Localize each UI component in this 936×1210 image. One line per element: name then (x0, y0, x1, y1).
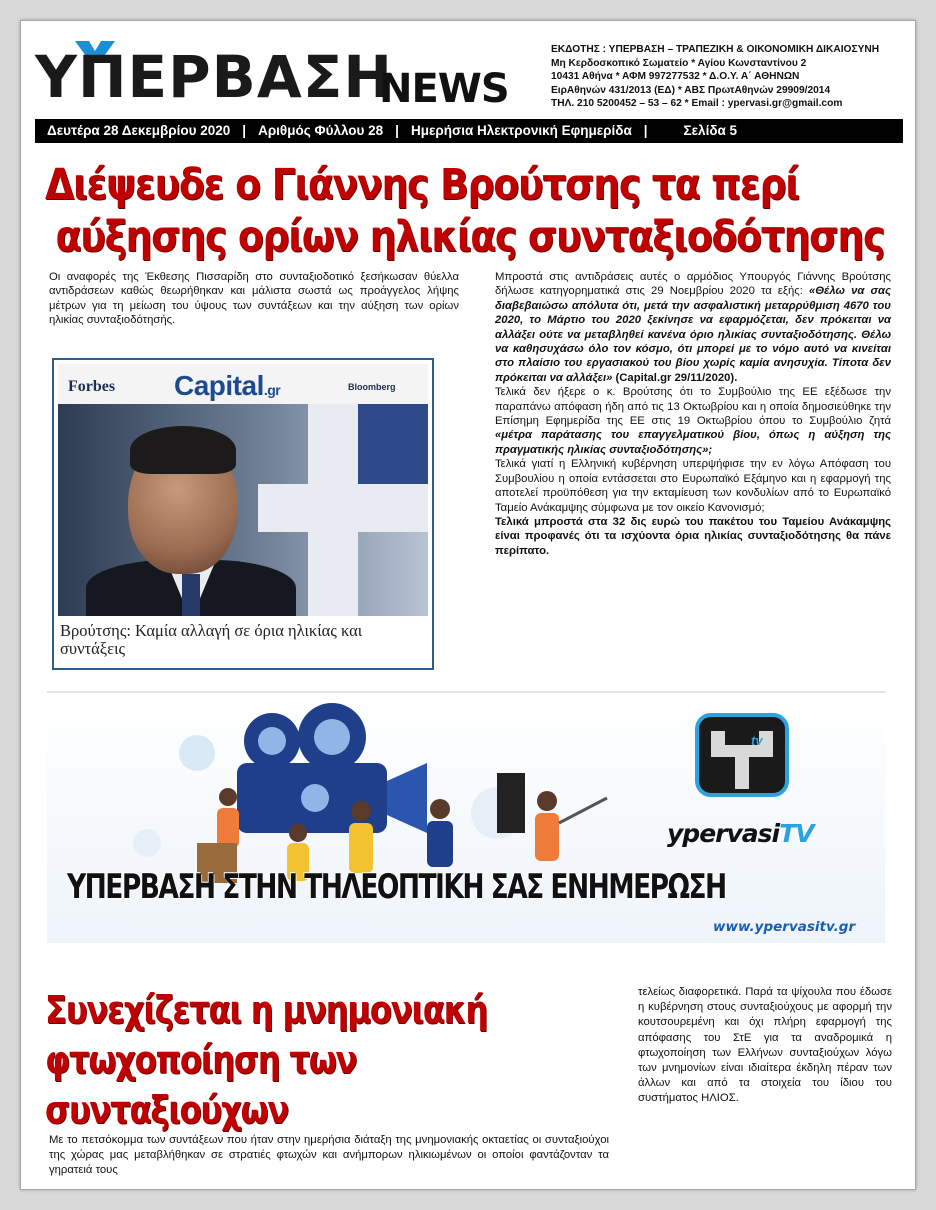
article1-headline (45, 159, 885, 263)
newspaper-page (20, 20, 916, 1190)
bloomberg-logo: Bloomberg (348, 382, 396, 392)
publisher-line: ΕΚΔΟΤΗΣ : ΥΠΕΡΒΑΣΗ – ΤΡΑΠΕΖΙΚΗ & ΟΙΚΟΝΟΜΙΚΗ ΔΙΚΑΙΟΣΥΝΗ (551, 44, 880, 55)
forbes-logo: Forbes (68, 378, 116, 395)
article1-intro: Οι αναφορές της Έκθεσης Πισσαρίδη στο συνταξιοδοτικό ξεσήκωσαν θύελλα αντιδράσεων καθώς θεωρήθηκαν και μάλιστα σωστά ως προάγγελος λήψης μέτρων για τη μείωση του ύψους των συντάξεων και την αύξηση των ορίων ηλικίας συνταξιοδότησής. (49, 271, 459, 327)
article1-paragraph: Τελικά μπροστά στα 32 δις ευρώ του πακέτου του Ταμείου Ανάκαμψης είναι προφανές ότι τα ισχύοντα όρια ηλικίας συνταξιοδότησης θα πάνε περίπατο. (495, 515, 891, 557)
issue-number: Αριθμός Φύλλου 28 (258, 123, 384, 138)
photo-backdrop-logos (58, 364, 428, 404)
publisher-line: Μη Κερδοσκοπικό Σωματείο * Αγίου Κωνσταντίνου 2 (551, 57, 807, 69)
article1-photo (58, 364, 428, 616)
headline-line: Συνεχίζεται η μνημονιακή (45, 988, 488, 1032)
logo-title: ΥΠΕΡΒΑΣΗ (35, 43, 393, 111)
issue-date: Δευτέρα 28 Δεκεμβρίου 2020 (47, 123, 231, 138)
publisher-info (551, 43, 901, 111)
article2-left-column: Με το πετσόκομμα των συντάξεων που ήταν στην ημερήσια διάταξη της μνημονιακής οκταετίας οι συνταξιούχοι της χώρας μας μεταβλήθηκαν σε στρατιές φτωχών και ανήμπορων ηλικιωμένων οι οποίοι φαντάζονταν τα γηρατειά τους (49, 1134, 609, 1176)
article1-paragraph: Τελικά δεν ήξερε ο κ. Βρούτσης ότι το Συμβούλιο της ΕΕ εξέδωσε την παραπάνω απόφαση ήδη από τις 13 Οκτωβρίου και η οποία δημοσιεύθηκε την Επίσημη Εφημερίδα της ΕΕ στις 19 Οκτωβρίου όπου το Συμβούλιο ζητά «μέτρα παράτασης του επαγγελματικού βίου, όπως η αύξηση της πραγματικής ηλικίας συνταξιοδότησης»; (495, 386, 891, 456)
ypervasi-tv-logo (695, 713, 789, 797)
article2-headline (45, 985, 487, 1135)
issue-info-bar (35, 119, 903, 143)
publisher-line: ΕιρΑθηνών 431/2013 (ΕΔ) * ΑΒΣ ΠρωτΑθηνών 29909/2014 (551, 84, 831, 96)
capital-logo: Capital.gr (174, 370, 281, 401)
logo-news: NEWS (379, 66, 509, 112)
article1-paragraph: Μπροστά στις αντιδράσεις αυτές ο αρμόδιος Υπουργός Γιάννης Βρούτσης δήλωσε κατηγορηματικά στις 29 Νοεμβρίου 2020 τα εξής: «Θέλω να σας διαβεβαιώσω απόλυτα ότι, μετά την ασφαλιστική μεταρρύθμιση 4670 του 2020, το Μάρτιο του 2020 ξεκίνησε να εφαρμόζεται, δεν πρόκειται να αλλάξει ούτε να μεταβληθεί κανένα όριο ηλικίας συνταξιοδότησης. Θέλω να καθησυχάσω όλο τον κόσμο, ότι μπορεί με το νόμο αυτό να κινείται στο πλαίσιο του εργασιακού του βίου χωρίς καμία ανησυχία. Τίποτα δεν πρόκειται να αλλάξει» (Capital.gr 29/11/2020). (495, 271, 891, 384)
quote: «Θέλω να σας διαβεβαιώσω απόλυτα ότι, μετά την ασφαλιστική μεταρρύθμιση 4670 του 2020, το Μάρτιο του 2020 ξεκίνησε να εφαρμόζεται, δεν πρόκειται να αλλάξει ούτε να μεταβληθεί κανένα όριο ηλικίας συνταξιοδότησης. Θέλω να καθησυχάσω όλο τον κόσμο, ότι μπορεί με το νόμο αυτό να κινείται στο πλαίσιο του εργασιακού του βίου χωρίς καμία ανησυχία. Τίποτα δεν πρόκειται να αλλάξει» (495, 285, 891, 384)
publisher-line: 10431 Αθήνα * ΑΦΜ 997277532 * Δ.Ο.Υ. Α΄ ΑΘΗΝΩΝ (551, 71, 800, 83)
headline-line: φτωχοποίηση των (45, 1038, 357, 1082)
photo-caption: Βρούτσης: Καμία αλλαγή σε όρια ηλικίας και συντάξεις (60, 621, 363, 658)
ypervasi-tv-banner[interactable] (47, 691, 885, 943)
separator: | (643, 123, 648, 138)
publisher-line: ΤΗΛ. 210 5200452 – 53 – 62 * Email : ypervasi.gr@gmail.com (551, 98, 843, 110)
banner-title: ΥΠΕΡΒΑΣΗ ΣΤΗΝ ΤΗΛΕΟΠΤΙΚΗ ΣΑΣ ΕΝΗΜΕΡΩΣΗ (67, 867, 726, 907)
tv-channel-name: ypervasiTV (667, 819, 814, 848)
quote: «μέτρα παράτασης του επαγγελματικού βίου, όπως η αύξηση της πραγματικής ηλικίας συνταξιοδότησης»; (495, 429, 891, 456)
headline-line: συνταξιούχων (45, 1088, 289, 1132)
article1-right-column (495, 270, 891, 558)
banner-url-link[interactable]: www.ypervasitv.gr (713, 919, 856, 935)
film-crew-illustration (67, 693, 627, 893)
headline-line: Διέψευδε ο Γιάννης Βρούτσης τα περί (45, 160, 799, 210)
source: (Capital.gr 29/11/2020). (612, 371, 738, 384)
headline-line: αύξησης ορίων ηλικίας συνταξιοδότησης (55, 212, 885, 262)
tv-mark: tv (751, 733, 763, 748)
article1-paragraph: Τελικά γιατί η Ελληνική κυβέρνηση υπερψήφισε την εν λόγω Απόφαση του Συμβουλίου η οποία εντάσσεται στο Ευρωπαϊκό Εξάμηνο και η εφαρμογή της αποτελεί προϋπόθεση για την εκταμίευση των κονδυλίων από το Ευρωπαϊκό Ταμείο Ανάκαμψης σύμφωνα με τον οικείο Κανονισμό; (495, 458, 891, 514)
separator: | (242, 123, 247, 138)
issue-type: Ημερήσια Ηλεκτρονική Εφημερίδα (410, 123, 632, 138)
separator: | (395, 123, 399, 138)
article1-left-column (49, 270, 459, 328)
article1-photo-figure (52, 358, 434, 670)
article2-right-column: τελείως διαφορετικά. Παρά τα ψίχουλα που έδωσε η κυβέρνηση στους συνταξιούχους με αφορμή την κουτσουρεμένη και όχι πλήρη εφαρμογή της απόφασης του ΣτΕ για τα αναδρομικά η φτωχοποίηση των Ελλήνων συνταξιούχων λόγω των μνημονίων είναι ιδιαίτερα έκδηλη πέραν των άλλων και από τα στοιχεία του ίδιου του συστήματος ΗΛΙΟΣ. (638, 986, 892, 1105)
newspaper-logo (35, 39, 509, 117)
page-number: Σελίδα 5 (683, 123, 738, 138)
